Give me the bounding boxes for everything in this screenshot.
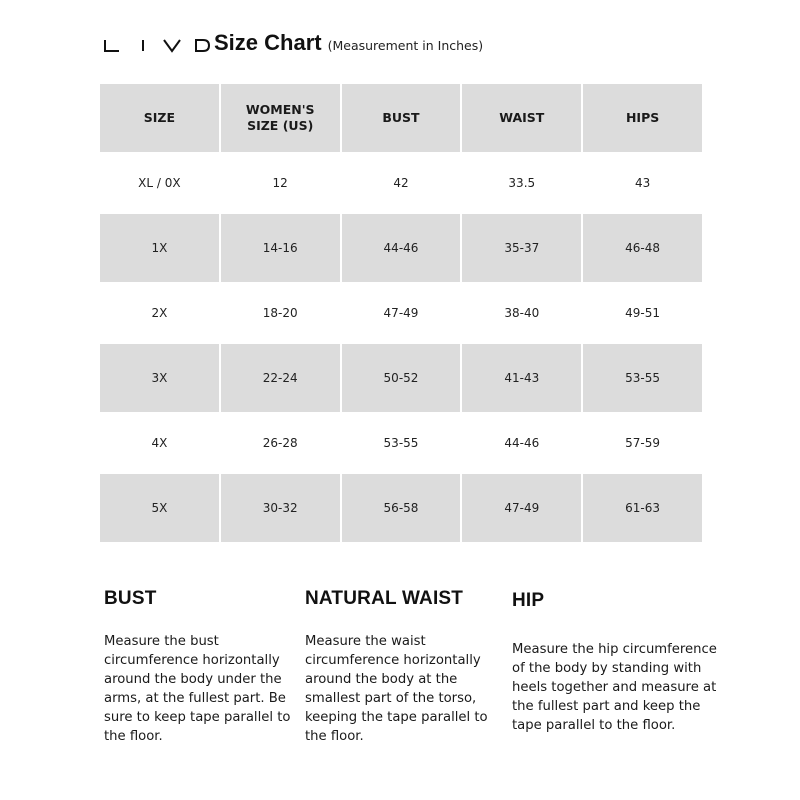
table-cell: 1X <box>100 214 219 282</box>
column-header-womens-size-label: WOMEN'S SIZE (US) <box>245 101 315 133</box>
waist-measurement-guide <box>305 588 505 746</box>
table-cell: 57-59 <box>583 414 702 472</box>
table-cell: 4X <box>100 414 219 472</box>
table-cell: 30-32 <box>221 474 340 542</box>
table-cell: 26-28 <box>221 414 340 472</box>
table-row <box>100 284 702 342</box>
bust-heading: BUST <box>104 588 157 609</box>
table-cell: 53-55 <box>583 344 702 412</box>
table-cell: 47-49 <box>462 474 581 542</box>
page-title: Size Chart <box>214 30 322 55</box>
table-cell: 14-16 <box>221 214 340 282</box>
table-cell: 42 <box>342 154 461 212</box>
table-row <box>100 154 702 212</box>
table-row <box>100 344 702 412</box>
table-cell: 35-37 <box>462 214 581 282</box>
waist-heading: NATURAL WAIST <box>305 588 464 609</box>
page-subtitle: (Measurement in Inches) <box>327 38 484 53</box>
column-header-bust: BUST <box>342 84 461 152</box>
column-header-size: SIZE <box>100 84 219 152</box>
table-cell: 56-58 <box>342 474 461 542</box>
hip-measurement-guide <box>512 590 722 735</box>
table-cell: 12 <box>221 154 340 212</box>
table-row <box>100 414 702 472</box>
table-cell: 50-52 <box>342 344 461 412</box>
column-header-waist: WAIST <box>462 84 581 152</box>
table-cell: 49-51 <box>583 284 702 342</box>
table-header-row <box>100 84 702 152</box>
table-cell: 18-20 <box>221 284 340 342</box>
table-cell: 38-40 <box>462 284 581 342</box>
column-header-womens-size <box>221 84 340 152</box>
table-cell: 33.5 <box>462 154 581 212</box>
table-cell: 61-63 <box>583 474 702 542</box>
table-cell: 53-55 <box>342 414 461 472</box>
table-cell: 43 <box>583 154 702 212</box>
table-cell: XL / 0X <box>100 154 219 212</box>
bust-instructions: Measure the bust circumference horizontally around the body under the arms, at the fullest part. Be sure to keep tape parallel to the floor. <box>104 634 291 744</box>
table-cell: 41-43 <box>462 344 581 412</box>
brand-logo <box>104 39 210 53</box>
chart-header <box>104 30 483 62</box>
table-row <box>100 214 702 282</box>
table-cell: 3X <box>100 344 219 412</box>
table-cell: 2X <box>100 284 219 342</box>
column-header-hips: HIPS <box>583 84 702 152</box>
livd-logo-icon <box>104 39 210 53</box>
hip-heading: HIP <box>512 590 545 611</box>
bust-measurement-guide <box>104 588 304 746</box>
table-cell: 44-46 <box>462 414 581 472</box>
table-cell: 44-46 <box>342 214 461 282</box>
table-cell: 5X <box>100 474 219 542</box>
size-chart-table <box>98 82 704 544</box>
table-cell: 47-49 <box>342 284 461 342</box>
table-cell: 22-24 <box>221 344 340 412</box>
table-row <box>100 474 702 542</box>
table-cell: 46-48 <box>583 214 702 282</box>
waist-instructions: Measure the waist circumference horizontally around the body at the smallest part of the torso, keeping the tape parallel to the floor. <box>305 634 488 744</box>
hip-instructions: Measure the hip circumference of the body by standing with heels together and measure at the fullest part and keep the tape parallel to the floor. <box>512 642 717 733</box>
